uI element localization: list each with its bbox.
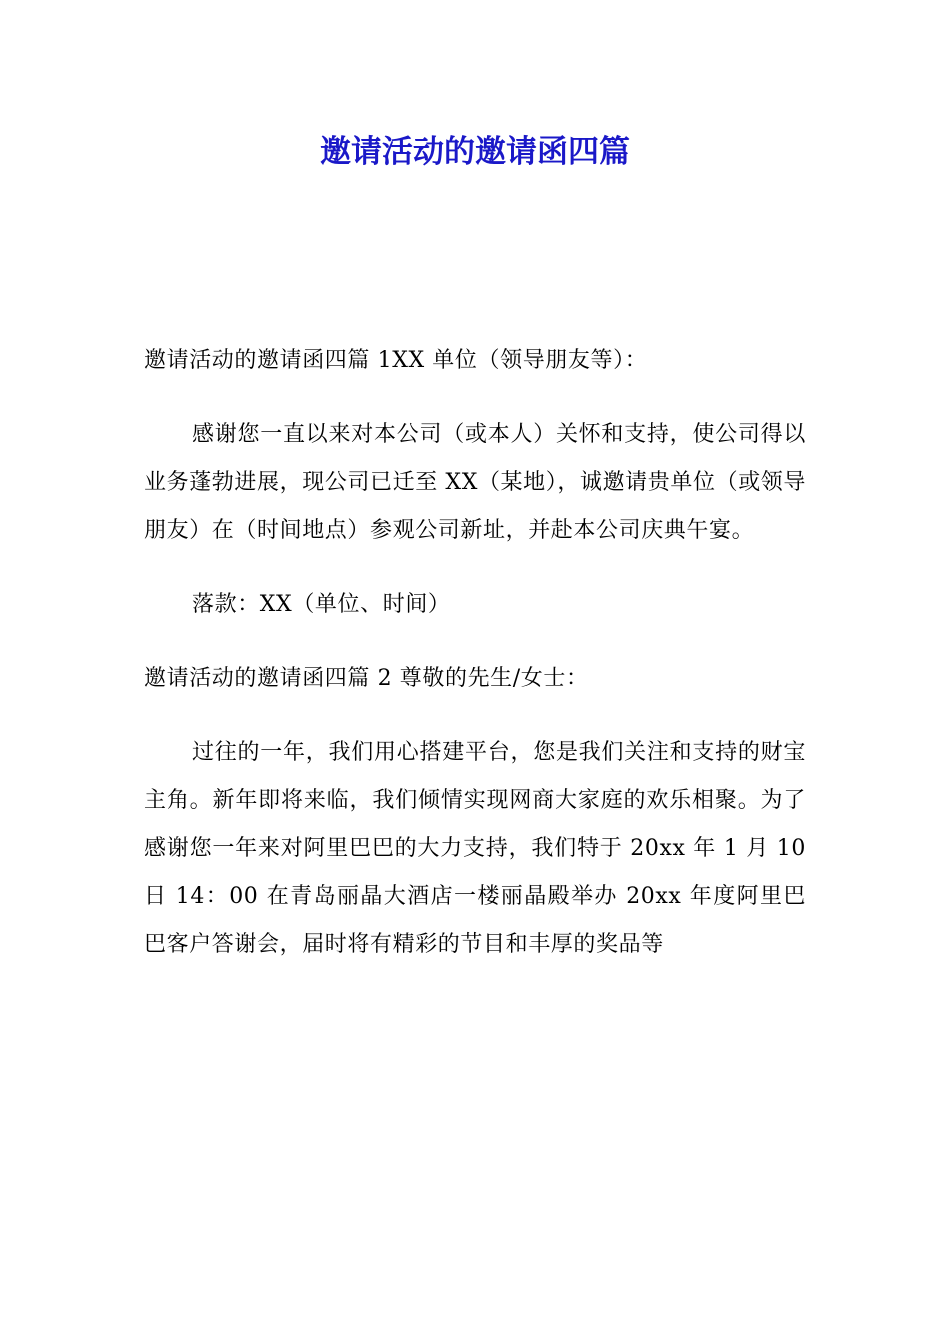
section-2-body: 过往的一年，我们用心搭建平台，您是我们关注和支持的财宝主角。新年即将来临，我们倾情实现网商大家庭的欢乐相聚。为了感谢您一年来对阿里巴巴的大力支持，我们特于 20xx 年 1 月 10 日 14：00 在青岛丽晶大酒店一楼丽晶殿举办 20xx 年度阿里巴巴客户答谢会，届时将有精彩的节目和丰厚的奖品等 (144, 740, 806, 957)
section-2-heading: 邀请活动的邀请函四篇 2 尊敬的先生/女士： (144, 666, 589, 691)
section-1-signature: 落款：XX（单位、时间） (192, 592, 451, 617)
document-title: 邀请活动的邀请函四篇 (320, 134, 630, 170)
section-1-heading: 邀请活动的邀请函四篇 1XX 单位（领导朋友等）： (144, 348, 648, 373)
section-1-body: 感谢您一直以来对本公司（或本人）关怀和支持，使公司得以业务蓬勃进展，现公司已迁至 XX（某地），诚邀请贵单位（或领导朋友）在（时间地点）参观公司新址，并赴本公司庆典午宴。 (144, 422, 806, 543)
document-body (144, 337, 806, 995)
